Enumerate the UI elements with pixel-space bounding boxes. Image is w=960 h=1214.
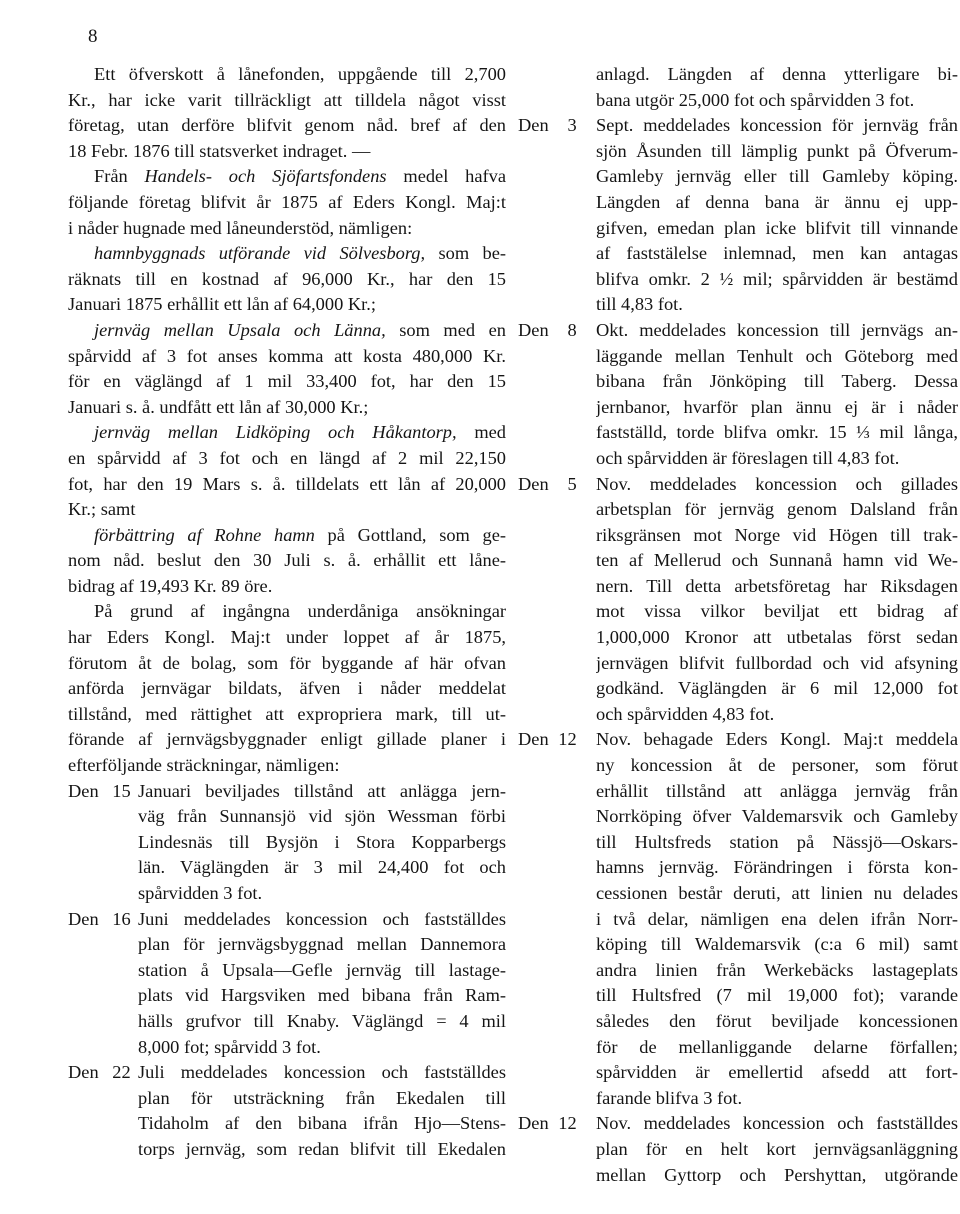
text-line: Januari beviljades tillstånd att anlägga jern- — [138, 780, 506, 801]
entry-den-label: Den — [68, 780, 99, 801]
text-line: blifva omkr. 2 ½ mil; spårvidden är bestämd — [596, 268, 958, 289]
entry-date — [518, 727, 596, 753]
text-line: Tidaholm af den bibana ifrån Hjo—Stens- — [138, 1113, 506, 1134]
text-line: riksgränsen mot Norge vid Högen till trak- — [596, 524, 958, 545]
entry-day: 15 — [112, 780, 131, 801]
text-line: 8,000 fot; spårvidd 3 fot. — [138, 1036, 321, 1057]
entry-day: 22 — [112, 1062, 131, 1083]
text-line: efterföljande sträckningar, nämligen: — [68, 755, 340, 776]
text-line: På grund af ingångna underdåniga ansökningar — [94, 601, 506, 622]
text-line: Nov. meddelades koncession och gillades — [596, 473, 958, 494]
text-line: hälls grufvor till Knaby. Väglängd = 4 mil — [138, 1010, 506, 1031]
text-line: plan för jernvägsbyggnad mellan Dannemora — [138, 934, 506, 955]
entry-date — [68, 779, 138, 805]
entry-body — [138, 1060, 506, 1086]
entry-date — [68, 907, 138, 933]
text-line: ten af Mellerud och Sunnanå hamn vid We- — [596, 550, 958, 571]
dated-entry — [518, 318, 958, 344]
entry-continuation — [68, 1086, 506, 1163]
text-line: fastställd, torde blifva omkr. 15 ⅓ mil långa, — [596, 422, 958, 443]
entry-body — [596, 113, 958, 139]
text-line: Ett öfverskott å lånefonden, uppgående till 2,700 — [94, 64, 506, 84]
italic-phrase: förbättring af Rohne hamn — [94, 524, 315, 545]
text-line: nern. Till detta arbetsföretag har Riksdagen — [596, 575, 958, 596]
text-line: spårvidden 3 fot. — [138, 883, 263, 903]
text-line: och spårvidden 4,83 fot. — [596, 703, 775, 724]
entry-continuation — [518, 497, 958, 727]
text-line: Lindesnäs till Bysjön i Stora Kopparbergs — [138, 831, 506, 852]
entry-den-label: Den — [68, 908, 99, 929]
text-line: godkänd. Väglängden är 6 mil 12,000 fot — [596, 678, 958, 699]
text-line: spårvidden är emellertid afsedd att fort- — [596, 1062, 958, 1083]
entry-day: 12 — [558, 729, 577, 750]
continuation-text — [518, 62, 958, 113]
text-line: företag, utan derföre blifvit genom nåd. bref af den — [68, 115, 506, 136]
entry-date — [518, 318, 596, 344]
text-line: och spårvidden är föreslagen till 4,83 fot. — [596, 447, 900, 468]
left-column — [68, 62, 506, 1163]
text-line: bana utgör 25,000 fot och spårvidden 3 fot. — [596, 89, 915, 110]
text-line: följande företag blifvit år 1875 af Eders Kongl. Maj:t — [68, 191, 506, 212]
entry-continuation — [518, 753, 958, 1111]
text-line: läggande mellan Tenhult och Göteborg med — [596, 345, 958, 366]
text-line: förutom åt de bolag, som för byggande af här ofvan — [68, 652, 506, 673]
text-line: hamns jernväg. Förändringen i första kon- — [596, 857, 958, 878]
entry-day: 16 — [112, 908, 131, 929]
text-line: station å Upsala—Gefle jernväg till lastage- — [138, 959, 506, 980]
text-line: sjön Åsunden till lämplig punkt på Öfverum- — [596, 140, 958, 161]
entry-body — [596, 1111, 958, 1137]
entry-body — [138, 907, 506, 933]
entry-body — [596, 472, 958, 498]
entry-day: 3 — [567, 115, 577, 136]
entry-date — [518, 113, 596, 139]
text-line: andra linien från Werkebäcks lastageplats — [596, 959, 958, 980]
text-line: torps jernväg, som redan blifvit till Ekedalen — [138, 1138, 506, 1159]
text-line: 18 Febr. 1876 till statsverket indraget. — — [68, 140, 371, 161]
text-line: plan för en helt kort jernvägsanläggning — [596, 1138, 958, 1159]
entry-continuation — [68, 804, 506, 906]
text-line: väg från Sunnansjö vid sjön Wessman förbi — [138, 806, 506, 827]
italic-phrase: jernväg mellan Lidköping och Håkantorp, — [94, 422, 457, 443]
text-line: förande af jernvägsbyggnader enligt gillade planer i — [68, 729, 506, 750]
text-line: Juni meddelades koncession och fastställdes — [138, 908, 506, 929]
italic-phrase: Handels- och Sjöfartsfondens — [144, 166, 387, 187]
text-line: till Hultsfreds station på Nässjö—Oskars- — [596, 831, 958, 852]
dated-entry — [68, 907, 506, 933]
text-line: af faststälelse inlemnad, men kan antagas — [596, 243, 958, 264]
text-line: ny koncession åt de personer, som förut — [596, 755, 958, 776]
text-line: mot vissa vilkor beviljat ett bidrag af — [596, 601, 958, 622]
text-line: nom nåd. beslut den 30 Juli s. å. erhållit ett låne- — [68, 550, 506, 571]
dated-entry — [518, 1111, 958, 1137]
text-line: tillstånd, med rättighet att expropriera mark, till ut- — [68, 703, 506, 724]
text-line: Okt. meddelades koncession till jernvägs an- — [596, 319, 958, 340]
entry-den-label: Den — [518, 319, 549, 340]
text-line: köping till Waldemarsvik (c:a 6 mil) samt — [596, 934, 958, 955]
text-line: län. Väglängden är 3 mil 24,400 fot och — [138, 857, 506, 878]
text-line: gifven, emedan plan icke blifvit till vinnande — [596, 217, 958, 238]
text-line: förbättring af Rohne hamn på Gottland, som ge- — [94, 524, 506, 545]
italic-phrase: jernväg mellan Upsala och Länna, — [94, 319, 386, 340]
entry-den-label: Den — [68, 1062, 99, 1083]
entry-den-label: Den — [518, 473, 549, 494]
text-line: plats vid Hargsviken med bibana från Ram- — [138, 985, 506, 1006]
dated-entry — [68, 779, 506, 805]
text-line: jernväg mellan Lidköping och Håkantorp, med — [94, 422, 506, 443]
text-line: Juli meddelades koncession och fastställdes — [138, 1062, 506, 1083]
text-line: har Eders Kongl. Maj:t under loppet af år 1875, — [68, 627, 506, 648]
page-number: 8 — [88, 26, 98, 47]
entry-date — [68, 1060, 138, 1086]
entry-continuation — [518, 139, 958, 318]
text-line: spårvidd af 3 fot anses komma att kosta 480,000 Kr. — [68, 345, 506, 366]
entry-date — [518, 472, 596, 498]
text-line: Från Handels- och Sjöfartsfondens medel hafva — [94, 166, 506, 187]
dated-entry — [518, 727, 958, 753]
text-line: plan för utsträckning från Ekedalen till — [138, 1087, 506, 1108]
text-line: jernbanor, hvarför plan ännu ej är i nåder — [596, 396, 958, 417]
text-line: arbetsplan för jernväg genom Dalsland från — [596, 499, 958, 520]
entry-den-label: Den — [518, 1113, 549, 1134]
entry-body — [596, 318, 958, 344]
text-line: Kr., har icke varit tillräckligt att tilldela något visst — [68, 89, 506, 110]
entry-date — [518, 1111, 596, 1137]
text-line: i nåder hugnade med låneunderstöd, nämligen: — [68, 217, 413, 238]
text-line: farande blifva 3 fot. — [596, 1087, 743, 1108]
text-line: Januari 1875 erhållit ett lån af 64,000 Kr.; — [68, 294, 376, 315]
text-line: fot, har den 19 Mars s. å. tilldelats ett lån af 20,000 — [68, 473, 506, 494]
entry-continuation — [518, 1137, 958, 1188]
text-line: Nov. behagade Eders Kongl. Maj:t meddela — [596, 729, 958, 750]
text-line: jernvägen blifvit fullbordad och vid afsyning — [596, 652, 958, 673]
text-line: anförda jernvägar bildats, äfven i nåder meddelat — [68, 678, 506, 699]
text-line: 1,000,000 Kronor att utbetalas först sedan — [596, 627, 958, 648]
text-line: till 4,83 fot. — [596, 294, 683, 315]
text-line: således den förut beviljade koncessionen — [596, 1010, 958, 1031]
text-line: en spårvidd af 3 fot och en längd af 2 mil 22,150 — [68, 447, 506, 468]
text-line: Nov. meddelades koncession och fastställdes — [596, 1113, 958, 1134]
entry-body — [596, 727, 958, 753]
entry-den-label: Den — [518, 115, 549, 136]
text-line: bidrag af 19,493 Kr. 89 öre. — [68, 575, 273, 596]
text-line: bibana från Jönköping till Taberg. Dessa — [596, 371, 958, 392]
text-line: Gamleby jernväg eller till Gamleby köping. — [596, 166, 958, 187]
entry-continuation — [68, 932, 506, 1060]
right-column — [518, 62, 958, 1188]
entry-day: 12 — [558, 1113, 577, 1134]
text-line: Längden af denna bana är ännu ej upp- — [596, 191, 958, 212]
text-line: räknats till en kostnad af 96,000 Kr., har den 15 — [68, 268, 506, 289]
text-line: Kr.; samt — [68, 499, 136, 520]
text-line: erhållit tillstånd att anlägga jernväg från — [596, 780, 958, 801]
text-line: anlagd. Längden af denna ytterligare bi- — [596, 64, 958, 84]
text-line: i två delar, nämligen ena delen ifrån Norr- — [596, 908, 958, 929]
dated-entry — [518, 113, 958, 139]
dated-entry — [68, 1060, 506, 1086]
italic-phrase: hamnbyggnads utförande vid Sölvesborg, — [94, 243, 426, 264]
text-line: Januari s. å. undfått ett lån af 30,000 Kr.; — [68, 396, 369, 417]
text-line: för en väglängd af 1 mil 33,400 fot, har den 15 — [68, 371, 506, 392]
text-line: Sept. meddelades koncession för jernväg från — [596, 115, 958, 136]
entry-day: 5 — [567, 473, 577, 494]
dated-entry — [518, 472, 958, 498]
text-line: mellan Gyttorp och Pershyttan, utgörande — [596, 1164, 958, 1185]
text-line: Norrköping öfver Valdemarsvik och Gamleby — [596, 806, 958, 827]
text-line: cessionen består deruti, att linien nu delades — [596, 883, 958, 903]
entry-body — [138, 779, 506, 805]
text-line: för de mellanliggande delarne förfallen; — [596, 1036, 958, 1057]
entry-den-label: Den — [518, 729, 549, 750]
entry-day: 8 — [567, 319, 577, 340]
text-line: till Hultsfred (7 mil 19,000 fot); varande — [596, 985, 958, 1006]
entry-continuation — [518, 344, 958, 472]
text-line: hamnbyggnads utförande vid Sölvesborg, som be- — [94, 243, 506, 264]
text-line: jernväg mellan Upsala och Länna, som med en — [94, 319, 506, 340]
